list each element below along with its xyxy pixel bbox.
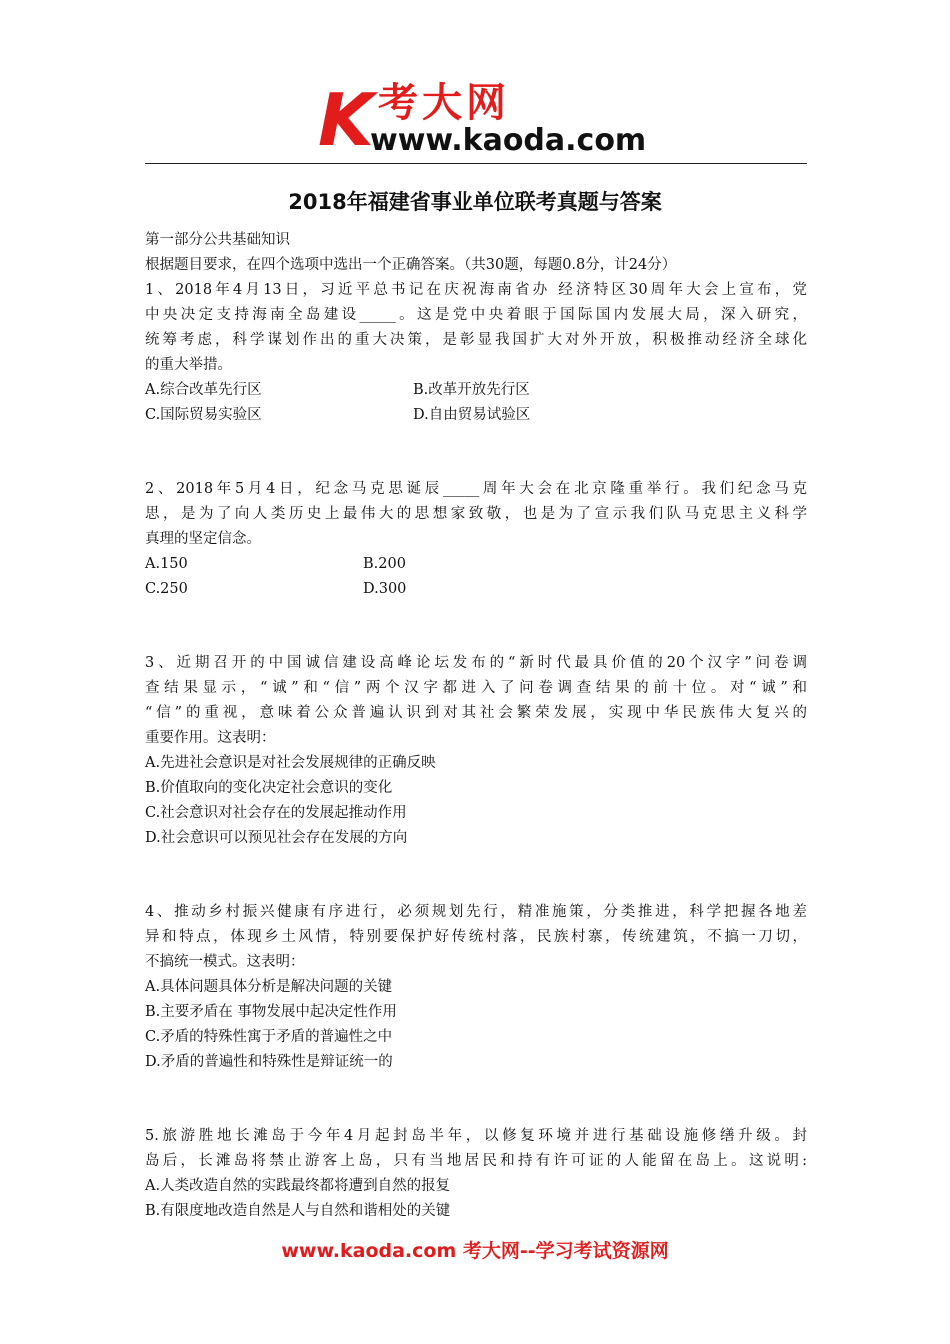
question-5 (145, 1124, 807, 1224)
kaoda-logo (318, 80, 648, 160)
option-row (145, 577, 807, 602)
question-text-line: 3、近期召开的中国诚信建设高峰论坛发布的“新时代最具价值的20个汉字”问卷调 (145, 655, 807, 671)
option-a: A.人类改造自然的实践最终都将遭到自然的报复 (145, 1178, 451, 1194)
question-text-line: 中央决定支持海南全岛建设_____。这是党中央着眼于国际国内发展大局，深入研究， (145, 307, 807, 323)
question-text-line: 1、2018年4月13日，习近平总书记在庆祝海南省办 经济特区30周年大会上宣布，党 (145, 282, 807, 298)
option-d: D.自由贸易试验区 (413, 407, 531, 423)
option-a: A.具体问题具体分析是解决问题的关键 (145, 979, 393, 995)
question-text-line: 思，是为了向人类历史上最伟大的思想家致敬，也是为了宣示我们队马克思主义科学 (145, 506, 807, 522)
question-text-line: 岛后，长滩岛将禁止游客上岛，只有当地居民和持有许可证的人能留在岛上。这说明: (145, 1153, 807, 1169)
question-text-line: 异和特点，体现乡土风情，特别要保护好传统村落，民族村寨，传统建筑，不搞一刀切， (145, 929, 807, 945)
option-a: A.先进社会意识是对社会发展规律的正确反映 (145, 755, 436, 771)
question-text-line: 查结果显示，“诚”和“信”两个汉字都进入了问卷调查结果的前十位。对“诚”和 (145, 680, 807, 696)
instructions: 根据题目要求，在四个选项中选出一个正确答案。（共30题，每题0.8分，计24分） (145, 257, 677, 273)
option-a: A.综合改革先行区 (145, 382, 262, 398)
option-c: C.社会意识对社会存在的发展起推动作用 (145, 805, 407, 821)
question-text-line: 重要作用。这表明： (145, 730, 276, 746)
question-1 (145, 278, 807, 428)
footer-link[interactable]: www.kaoda.com 考大网--学习考试资源网 (281, 1240, 669, 1262)
option-c: C.国际贸易实验区 (145, 407, 262, 423)
logo-chinese-name: 考大网 (378, 80, 510, 126)
question-text-line: “信”的重视，意味着公众普遍认识到对其社会繁荣发展，实现中华民族伟大复兴的 (145, 705, 807, 721)
option-row (145, 403, 807, 428)
option-b: B.有限度地改造自然是人与自然和谐相处的关键 (145, 1203, 451, 1219)
option-a: A.150 (145, 556, 188, 572)
question-text-line: 的重大举措。 (145, 357, 232, 373)
option-c: C.250 (145, 581, 188, 597)
logo-k-mark: K (318, 78, 374, 162)
page-title: 2018年福建省事业单位联考真题与答案 (288, 190, 662, 214)
option-d: D.矛盾的普遍性和特殊性是辩证统一的 (145, 1054, 393, 1070)
question-text-line: 5.旅游胜地长滩岛于今年4月起封岛半年，以修复环境并进行基础设施修缮升级。封 (145, 1128, 807, 1144)
option-b: B.价值取向的变化决定社会意识的变化 (145, 780, 393, 796)
option-b: B.主要矛盾在 事物发展中起决定性作用 (145, 1004, 397, 1020)
option-c: C.矛盾的特殊性寓于矛盾的普遍性之中 (145, 1029, 393, 1045)
option-row (145, 378, 807, 403)
document-body (145, 228, 807, 1224)
option-b: B.改革开放先行区 (413, 382, 530, 398)
question-text-line: 统筹考虑，科学谋划作出的重大决策，是彰显我国扩大对外开放，积极推动经济全球化 (145, 332, 807, 348)
header-divider (145, 163, 807, 164)
option-d: D.社会意识可以预见社会存在发展的方向 (145, 830, 408, 846)
question-text-line: 真理的坚定信念。 (145, 531, 261, 547)
option-d: D.300 (363, 581, 407, 597)
question-4 (145, 900, 807, 1075)
section-heading: 第一部分公共基础知识 (145, 232, 290, 248)
question-text-line: 不搞统一模式。这表明： (145, 954, 305, 970)
question-text-line: 4、推动乡村振兴健康有序进行，必须规划先行，精准施策，分类推进，科学把握各地差 (145, 904, 807, 920)
logo-url: www.kaoda.com (370, 123, 647, 158)
question-2 (145, 477, 807, 602)
question-3 (145, 651, 807, 851)
option-row (145, 552, 807, 577)
question-text-line: 2、2018年5月4日，纪念马克思诞辰_____周年大会在北京隆重举行。我们纪念马克 (145, 481, 807, 497)
option-b: B.200 (363, 556, 406, 572)
